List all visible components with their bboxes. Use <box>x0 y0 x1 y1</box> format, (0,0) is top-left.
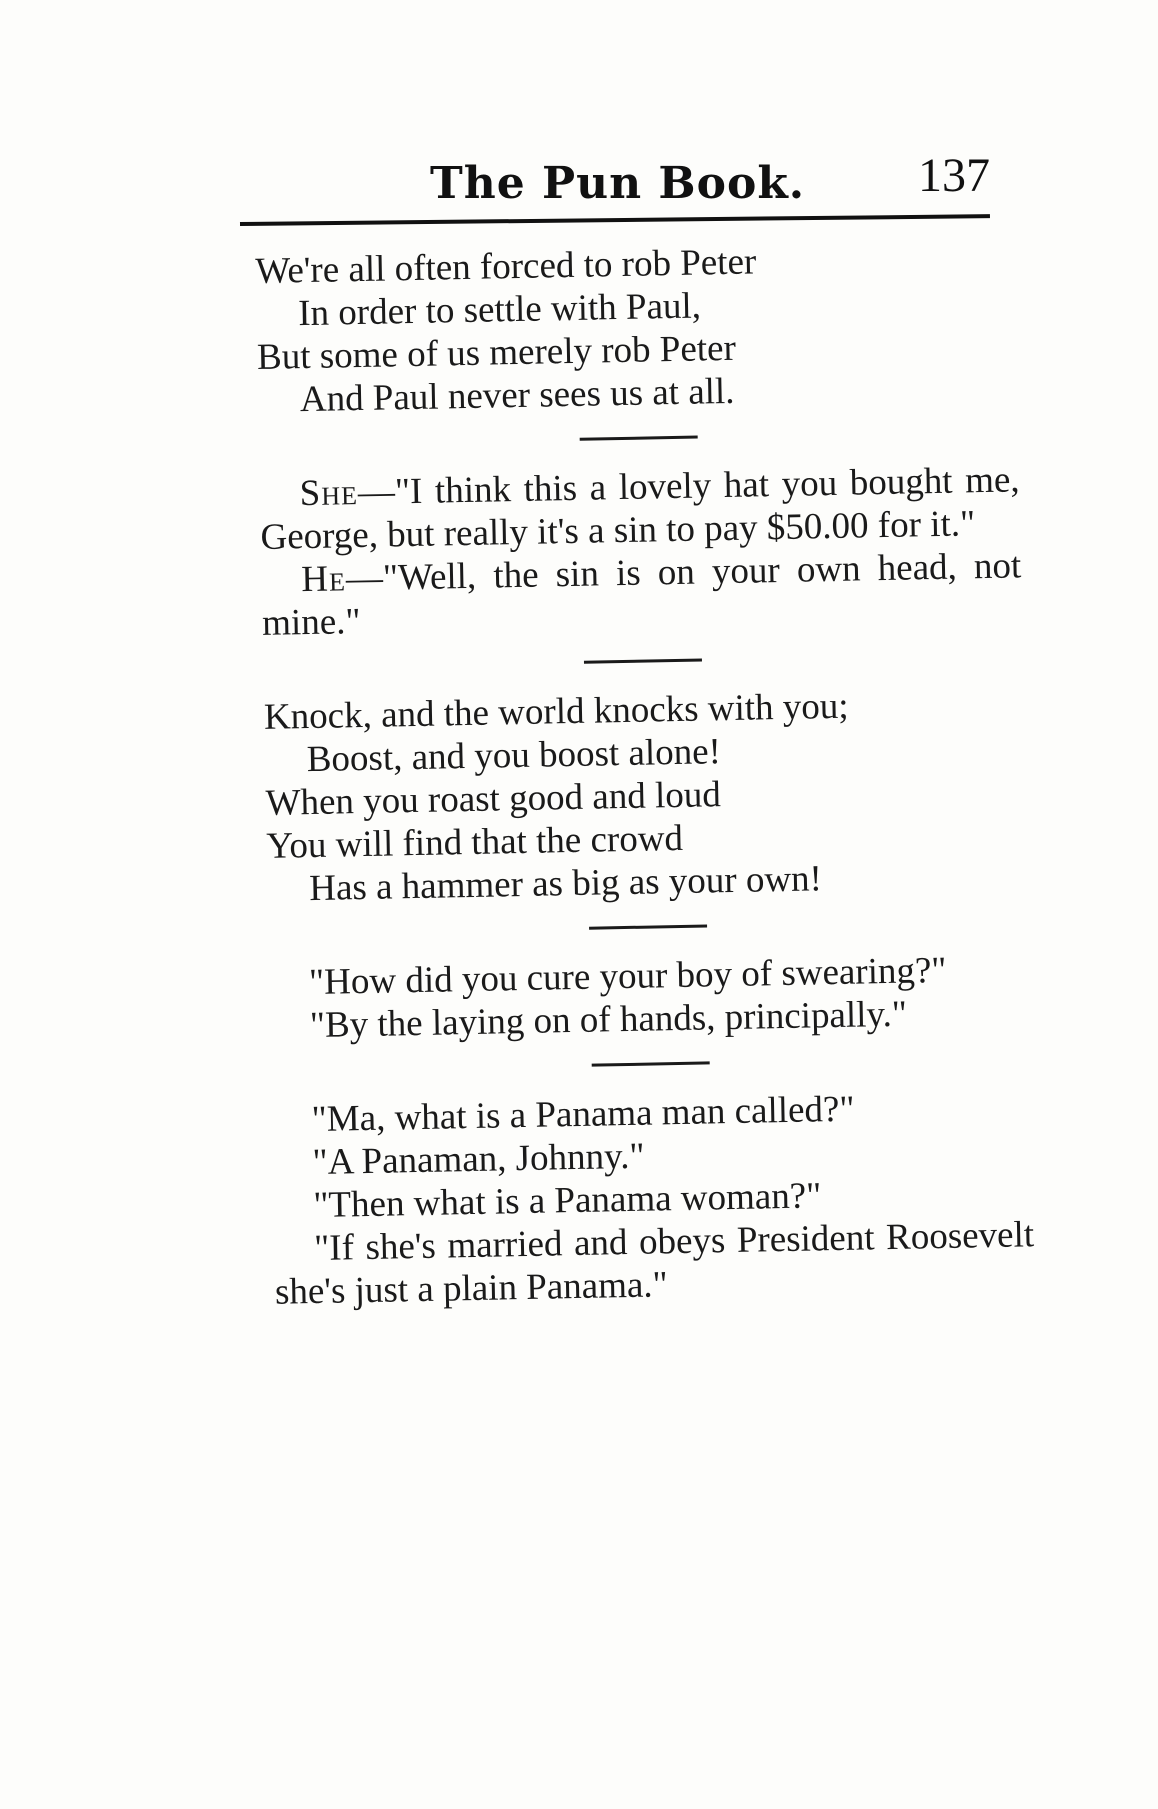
verse-line: But some of us merely rob Peter <box>256 327 737 378</box>
speaker-label: She <box>299 472 359 515</box>
section-divider <box>584 658 702 663</box>
section-divider <box>589 924 707 929</box>
verse-line: You will find that the crowd <box>266 817 684 867</box>
verse-line: Knock, and the world knocks with you; <box>263 685 849 738</box>
verse-line: When you roast good and loud <box>265 774 722 824</box>
dialogue-line <box>259 458 1021 559</box>
section-divider <box>592 1061 710 1066</box>
verse-line: We're all often forced to rob Peter <box>255 241 757 292</box>
dialogue-line <box>261 544 1023 645</box>
poem-knock <box>264 681 1028 911</box>
dialogue-line: "If she's married and obeys President Roosevelt she's just a plain Panama." <box>274 1214 1035 1313</box>
joke-swearing <box>269 947 1031 1048</box>
section-divider <box>580 436 698 441</box>
dialogue-line: "Ma, what is a Panama man called?" <box>311 1088 855 1141</box>
page-content <box>255 235 1035 1313</box>
dialogue-text: —"Well, the sin is on your own head, not mine." <box>261 545 1022 644</box>
dialogue-text: —"I think this a lovely hat you bought me, George, but really it's a sin to pay $50.00 for it." <box>260 459 1020 558</box>
header-rule <box>240 214 990 226</box>
poem-peter-paul <box>255 235 1018 422</box>
dialogue-line: "A Panaman, Johnny." <box>312 1135 645 1184</box>
running-title: The Pun Book. <box>430 158 806 209</box>
dialogue-line: "How did you cure your boy of swearing?" <box>308 949 947 1004</box>
dialogue-hat <box>259 458 1022 645</box>
verse-line: Boost, and you boost alone! <box>306 731 722 781</box>
verse-line: Has a hammer as big as your own! <box>308 858 823 910</box>
page-header <box>240 140 990 240</box>
page-number: 137 <box>918 149 990 202</box>
dialogue-line: "Then what is a Panama woman?" <box>312 1175 822 1227</box>
dialogue-line: "By the laying on of hands, principally." <box>309 993 908 1047</box>
verse-line: In order to settle with Paul, <box>297 285 702 335</box>
speaker-label: He <box>300 558 347 601</box>
verse-line: And Paul never sees us at all. <box>299 370 735 421</box>
joke-panama <box>271 1084 1035 1314</box>
